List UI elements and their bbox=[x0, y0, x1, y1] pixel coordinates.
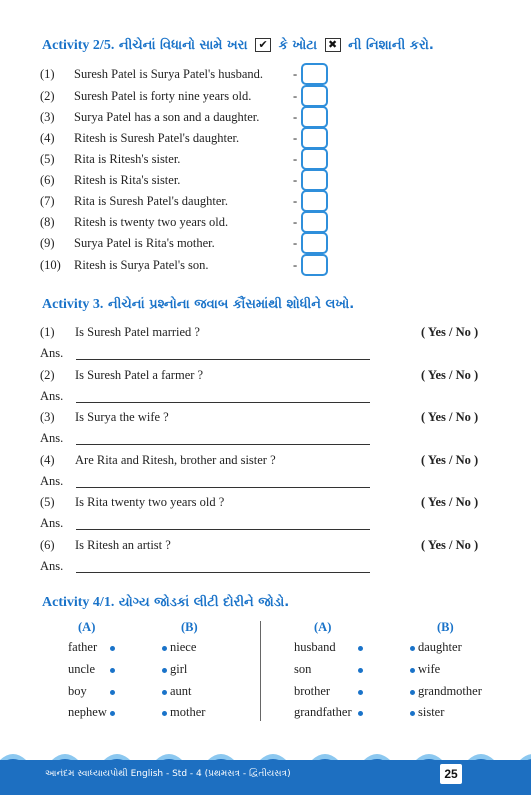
answer-line[interactable] bbox=[76, 572, 370, 573]
right-column-b-header: (B) bbox=[437, 620, 454, 634]
activity-2-5-heading bbox=[42, 38, 434, 54]
answer-checkbox[interactable] bbox=[301, 232, 328, 254]
statement-number: (1) bbox=[40, 67, 55, 81]
page-number: 25 bbox=[440, 764, 462, 784]
match-dot[interactable] bbox=[110, 711, 115, 716]
match-dot[interactable] bbox=[110, 646, 115, 651]
answer-label: Ans. bbox=[40, 431, 64, 445]
statement-text: Surya Patel has a son and a daughter. bbox=[74, 110, 260, 124]
statement-text: Suresh Patel is Surya Patel's husband. bbox=[74, 67, 264, 81]
statement-text: Suresh Patel is forty nine years old. bbox=[74, 89, 252, 103]
match-dot[interactable] bbox=[110, 690, 115, 695]
activity-3-instruction: નીચેનાં પ્રશ્નોના જવાબ કૌંસમાંથી શોધીને લખો. bbox=[107, 297, 355, 312]
match-word: boy bbox=[68, 684, 87, 698]
heading-instruction-part3: ની નિશાની કરો. bbox=[348, 38, 434, 53]
question-number: (6) bbox=[40, 538, 55, 552]
statement-number: (10) bbox=[40, 258, 61, 272]
heading-instruction-part1: નીચેનાં વિધાનો સામે ખરા bbox=[118, 38, 248, 53]
activity-2-5-label: Activity 2/5. bbox=[42, 38, 115, 53]
answer-label: Ans. bbox=[40, 474, 64, 488]
activity-3-label: Activity 3. bbox=[42, 297, 104, 312]
answer-checkbox[interactable] bbox=[301, 106, 328, 128]
answer-checkbox[interactable] bbox=[301, 85, 328, 107]
match-dot[interactable] bbox=[358, 668, 363, 673]
yes-no-options: ( Yes / No ) bbox=[421, 410, 479, 424]
match-dot[interactable] bbox=[358, 690, 363, 695]
statement-number: (4) bbox=[40, 131, 55, 145]
statement-text: Rita is Ritesh's sister. bbox=[74, 152, 181, 166]
match-word: sister bbox=[418, 705, 445, 719]
answer-line[interactable] bbox=[76, 359, 370, 360]
match-dot[interactable] bbox=[110, 668, 115, 673]
answer-checkbox[interactable] bbox=[301, 254, 328, 276]
match-word: daughter bbox=[418, 640, 462, 654]
statement-dash: - bbox=[293, 89, 298, 103]
answer-line[interactable] bbox=[76, 402, 370, 403]
yes-no-options: ( Yes / No ) bbox=[421, 538, 479, 552]
match-word: nephew bbox=[68, 705, 107, 719]
statement-number: (5) bbox=[40, 152, 55, 166]
left-column-a-header: (A) bbox=[78, 620, 96, 634]
footer-book-title: આનંદમ સ્વાધ્યાયપોથી English - Std - 4 (પ્રથમસત્ર - દ્વિતીયસત્ર) bbox=[45, 769, 291, 779]
answer-checkbox[interactable] bbox=[301, 169, 328, 191]
tick-box-icon: ✔ bbox=[255, 38, 271, 52]
match-dot[interactable] bbox=[162, 711, 167, 716]
statement-dash: - bbox=[293, 215, 298, 229]
match-dot[interactable] bbox=[162, 690, 167, 695]
yes-no-options: ( Yes / No ) bbox=[421, 325, 479, 339]
match-word: niece bbox=[170, 640, 197, 654]
heading-instruction-part2: કે ખોટા bbox=[278, 38, 318, 53]
answer-checkbox[interactable] bbox=[301, 190, 328, 212]
match-word: grandmother bbox=[418, 684, 482, 698]
match-dot[interactable] bbox=[162, 646, 167, 651]
statement-number: (8) bbox=[40, 215, 55, 229]
yes-no-options: ( Yes / No ) bbox=[421, 368, 479, 382]
activity-4-1-instruction: યોગ્ય જોડકાં લીટી દોરીને જોડો. bbox=[118, 595, 290, 610]
match-word: girl bbox=[170, 662, 188, 676]
statement-dash: - bbox=[293, 258, 298, 272]
statement-text: Ritesh is Rita's sister. bbox=[74, 173, 181, 187]
answer-label: Ans. bbox=[40, 516, 64, 530]
statement-text: Rita is Suresh Patel's daughter. bbox=[74, 194, 228, 208]
question-number: (4) bbox=[40, 453, 55, 467]
statement-dash: - bbox=[293, 236, 298, 250]
answer-checkbox[interactable] bbox=[301, 211, 328, 233]
statement-text: Ritesh is Suresh Patel's daughter. bbox=[74, 131, 240, 145]
statement-dash: - bbox=[293, 131, 298, 145]
question-text: Is Ritesh an artist ? bbox=[75, 538, 171, 552]
match-word: grandfather bbox=[294, 705, 352, 719]
question-text: Is Surya the wife ? bbox=[75, 410, 169, 424]
yes-no-options: ( Yes / No ) bbox=[421, 495, 479, 509]
left-column-b-header: (B) bbox=[181, 620, 198, 634]
answer-label: Ans. bbox=[40, 559, 64, 573]
column-divider bbox=[260, 621, 261, 721]
question-text: Is Suresh Patel married ? bbox=[75, 325, 200, 339]
match-word: brother bbox=[294, 684, 331, 698]
answer-line[interactable] bbox=[76, 487, 370, 488]
statement-number: (6) bbox=[40, 173, 55, 187]
answer-line[interactable] bbox=[76, 529, 370, 530]
match-word: mother bbox=[170, 705, 206, 719]
activity-4-1-label: Activity 4/1. bbox=[42, 595, 115, 610]
statement-text: Ritesh is twenty two years old. bbox=[74, 215, 229, 229]
match-word: wife bbox=[418, 662, 441, 676]
statement-text: Surya Patel is Rita's mother. bbox=[74, 236, 215, 250]
match-dot[interactable] bbox=[410, 690, 415, 695]
statement-text: Ritesh is Surya Patel's son. bbox=[74, 258, 209, 272]
yes-no-options: ( Yes / No ) bbox=[421, 453, 479, 467]
statement-number: (3) bbox=[40, 110, 55, 124]
statement-dash: - bbox=[293, 194, 298, 208]
match-dot[interactable] bbox=[358, 646, 363, 651]
match-word: father bbox=[68, 640, 98, 654]
match-word: uncle bbox=[68, 662, 96, 676]
answer-label: Ans. bbox=[40, 389, 64, 403]
statement-number: (2) bbox=[40, 89, 55, 103]
right-column-a-header: (A) bbox=[314, 620, 332, 634]
answer-line[interactable] bbox=[76, 444, 370, 445]
statement-number: (9) bbox=[40, 236, 55, 250]
activity-4-1-heading bbox=[42, 595, 289, 611]
answer-checkbox[interactable] bbox=[301, 127, 328, 149]
question-number: (3) bbox=[40, 410, 55, 424]
question-text: Is Rita twenty two years old ? bbox=[75, 495, 225, 509]
statement-dash: - bbox=[293, 110, 298, 124]
activity-3-heading bbox=[42, 297, 354, 313]
match-word: son bbox=[294, 662, 312, 676]
match-dot[interactable] bbox=[358, 711, 363, 716]
question-text: Are Rita and Ritesh, brother and sister ? bbox=[75, 453, 276, 467]
question-number: (5) bbox=[40, 495, 55, 509]
match-word: aunt bbox=[170, 684, 192, 698]
cross-box-icon: ✖ bbox=[325, 38, 341, 52]
answer-label: Ans. bbox=[40, 346, 64, 360]
answer-checkbox[interactable] bbox=[301, 148, 328, 170]
question-number: (2) bbox=[40, 368, 55, 382]
question-number: (1) bbox=[40, 325, 55, 339]
statement-dash: - bbox=[293, 67, 298, 81]
statement-number: (7) bbox=[40, 194, 55, 208]
match-dot[interactable] bbox=[162, 668, 167, 673]
statement-dash: - bbox=[293, 173, 298, 187]
statement-dash: - bbox=[293, 152, 298, 166]
match-dot[interactable] bbox=[410, 711, 415, 716]
question-text: Is Suresh Patel a farmer ? bbox=[75, 368, 204, 382]
match-word: husband bbox=[294, 640, 336, 654]
match-dot[interactable] bbox=[410, 668, 415, 673]
answer-checkbox[interactable] bbox=[301, 63, 328, 85]
match-dot[interactable] bbox=[410, 646, 415, 651]
